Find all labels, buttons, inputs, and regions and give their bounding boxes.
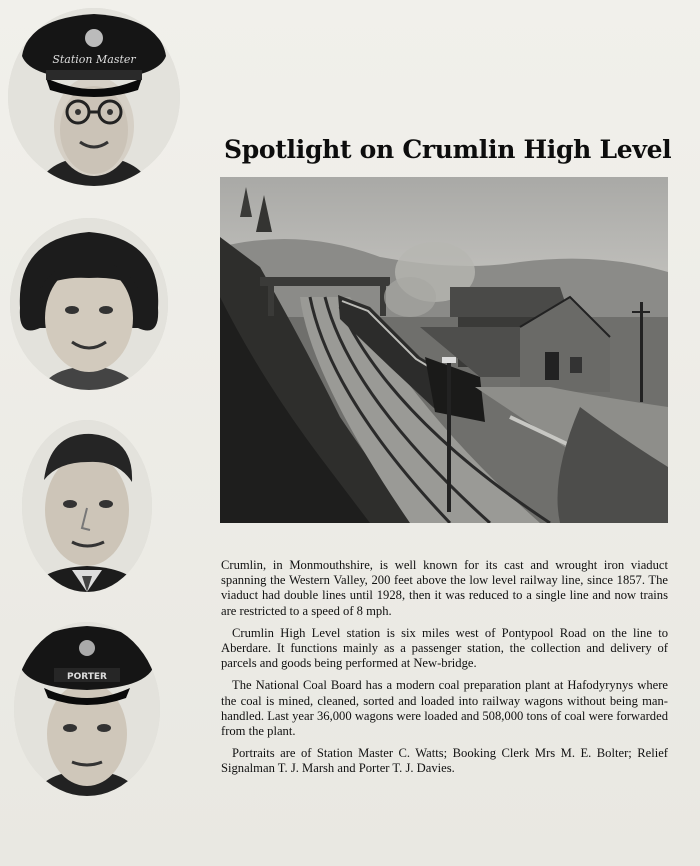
cap-badge-text: Station Master <box>52 53 136 66</box>
article-body <box>221 558 668 784</box>
portrait-relief-signalman <box>22 420 152 592</box>
portrait-booking-clerk <box>10 218 168 390</box>
portrait-porter <box>14 622 160 796</box>
station-photo <box>220 177 668 523</box>
portrait-station-master <box>8 8 180 186</box>
article-paragraph: Portraits are of Station Master C. Watts; Booking Clerk Mrs M. E. Bolter; Relief Signalman T. J. Marsh and Porter T. J. Davies. <box>221 746 668 776</box>
cap-badge-text: PORTER <box>67 672 107 682</box>
article-paragraph: Crumlin High Level station is six miles west of Pontypool Road on the line to Aberdare. It functions mainly as a passenger station, the collection and delivery of parcels and goods being performed at New-bridge. <box>221 625 668 671</box>
article-paragraph: Crumlin, in Monmouthshire, is well known for its cast and wrought iron viaduct spanning the Western Valley, 200 feet above the low level railway line, since 1857. The viaduct had double lines until 1928, then it was reduced to a single line and now trains are restricted to a speed of 8 mph. <box>221 558 668 618</box>
page-title: Spotlight on Crumlin High Level <box>224 134 672 164</box>
article-paragraph: The National Coal Board has a modern coal preparation plant at Hafodyrynys where the coal is mined, cleaned, sorted and loaded into railway wagons without being man-handled. Last year 36,000 wagons were loaded and 508,000 tons of coal were forwarded from the plant. <box>221 678 668 739</box>
